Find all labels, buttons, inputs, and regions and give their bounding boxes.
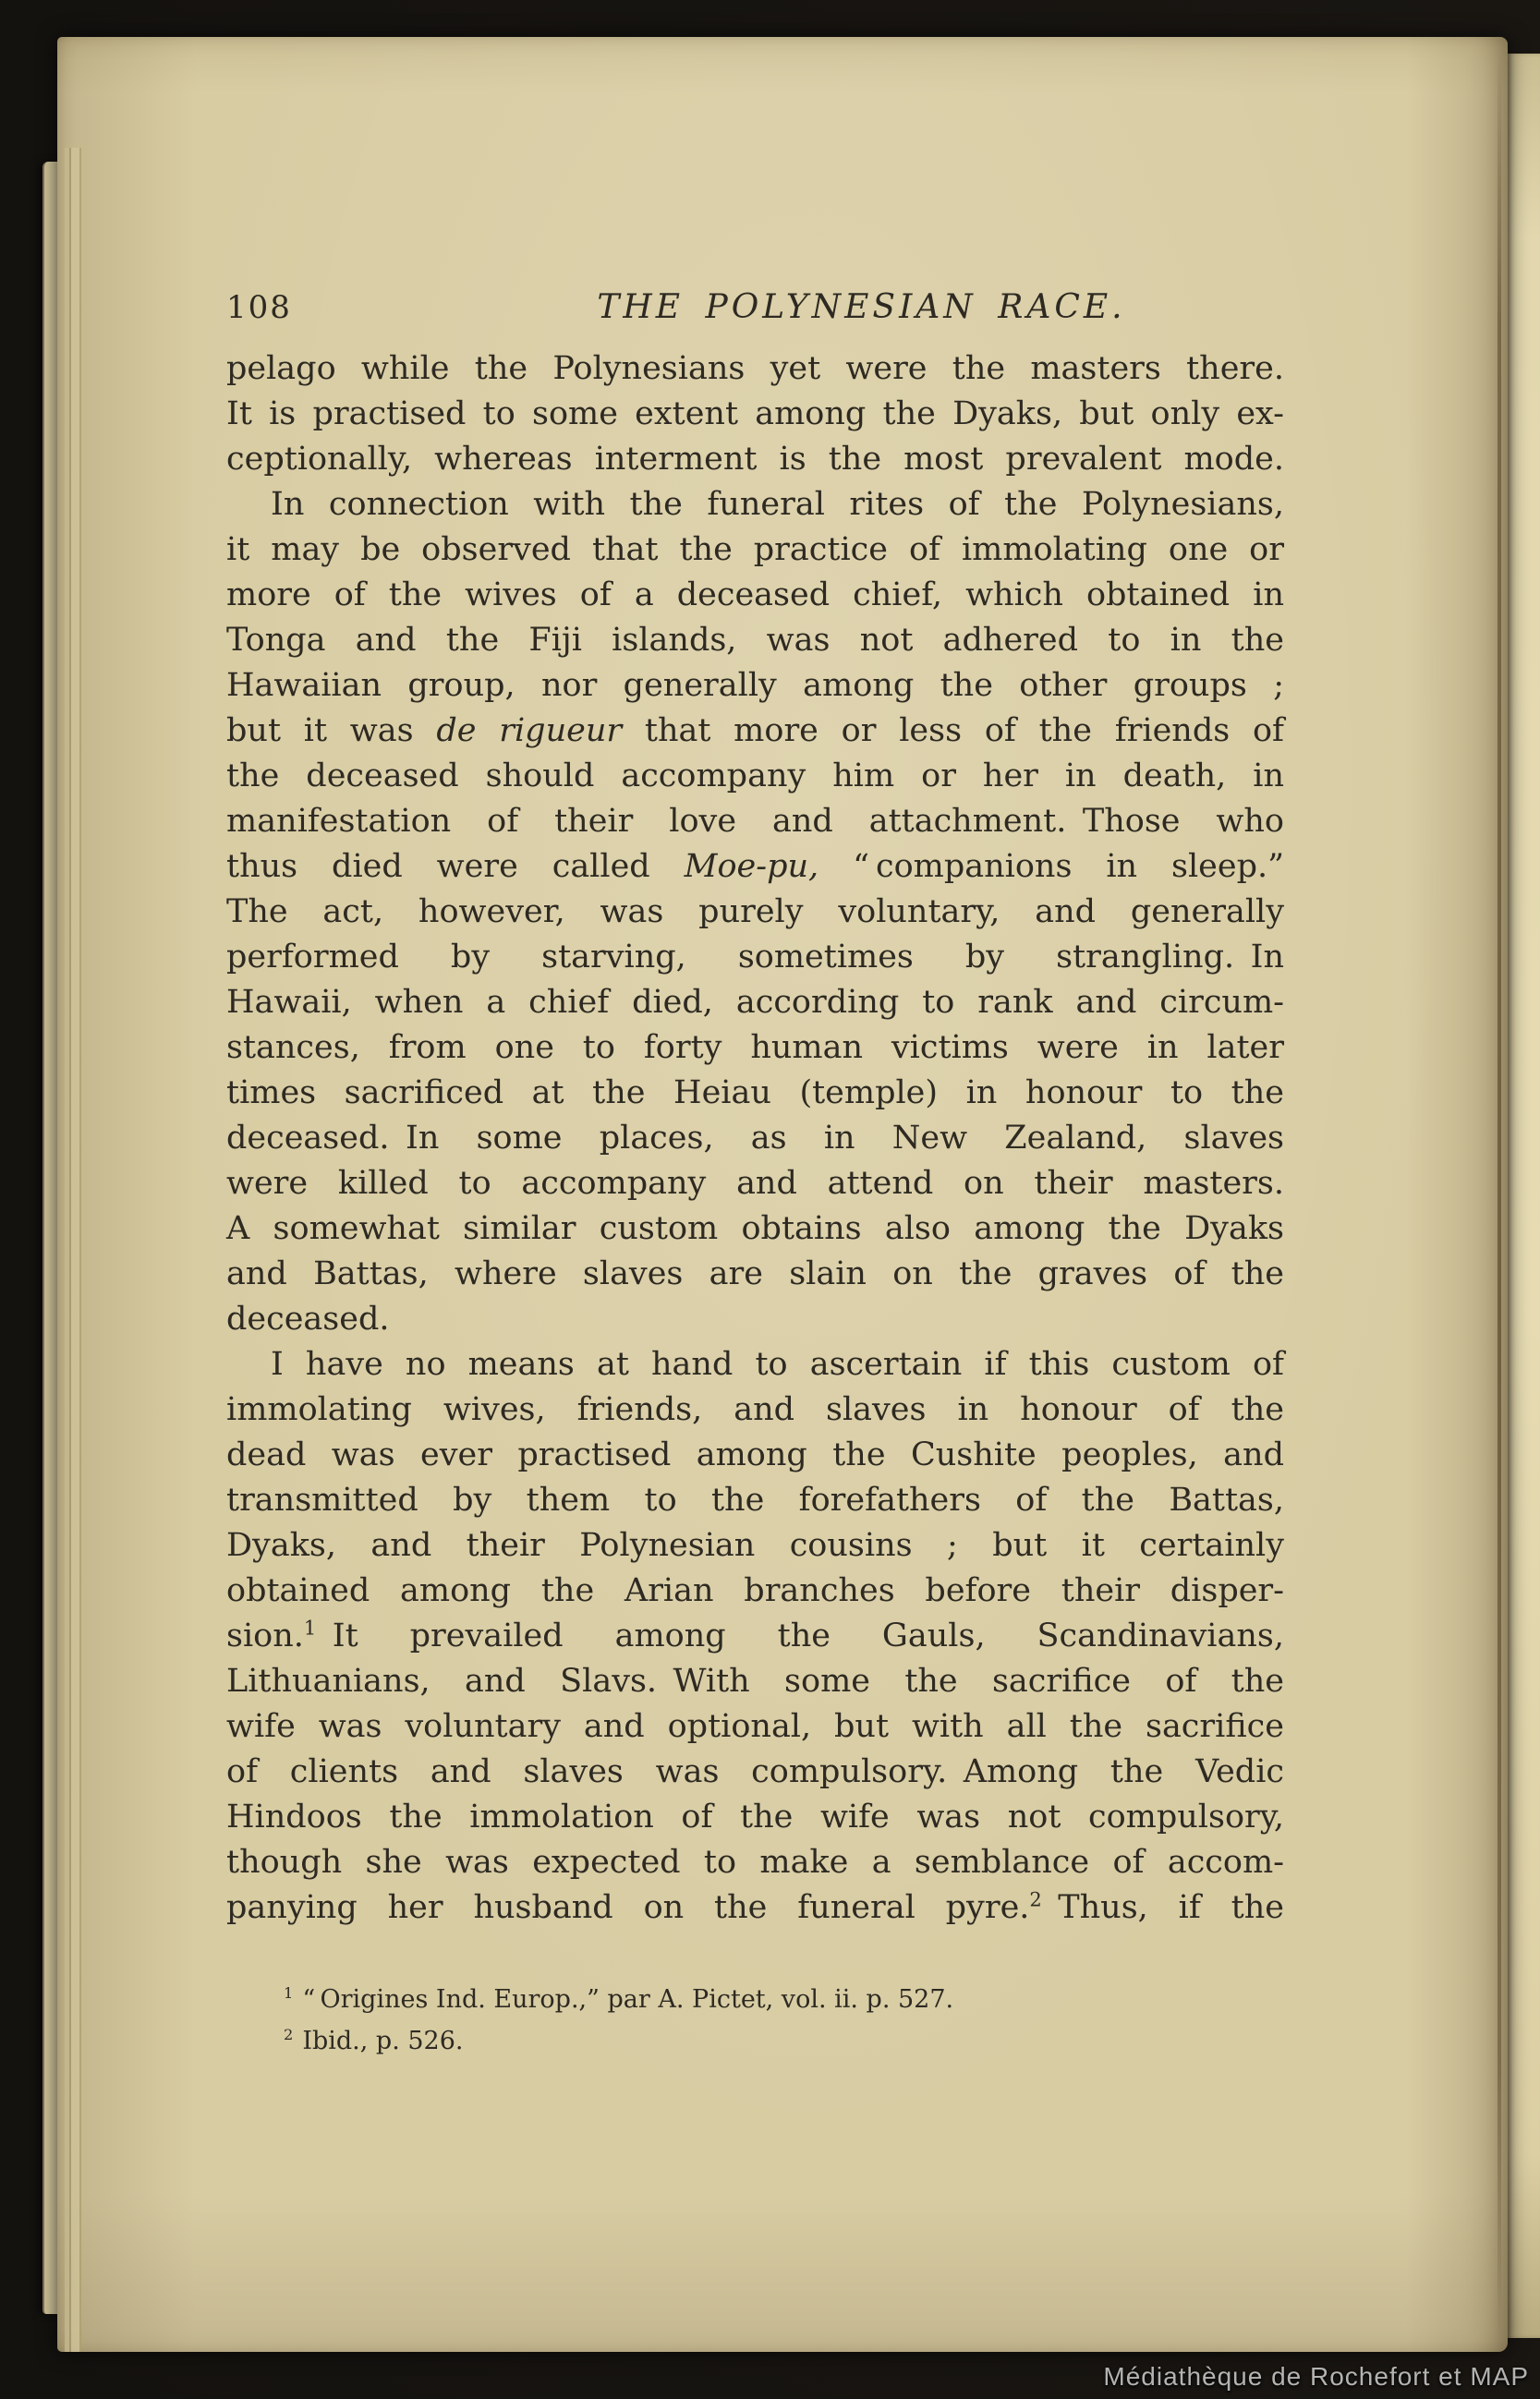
- text-line: [226, 437, 1284, 482]
- footnote: [284, 2020, 1284, 2062]
- text-line: [226, 1025, 1284, 1071]
- text-line: [226, 1659, 1284, 1704]
- text-segment: times sacrificed at the Heiau (temple) in honour to the: [226, 1074, 1284, 1111]
- text-line: [226, 392, 1284, 437]
- text-line: [226, 1840, 1284, 1885]
- text-segment: transmitted by them to the forefathers of the Battas,: [226, 1482, 1284, 1519]
- paragraph: [226, 482, 1284, 1342]
- running-title: THE POLYNESIAN RACE.: [597, 288, 1126, 326]
- text-segment: performed by starving, sometimes by strangling. In: [226, 939, 1284, 975]
- text-line: [226, 1297, 1284, 1342]
- footnote: [284, 1979, 1284, 2020]
- text-line: [226, 527, 1284, 573]
- text-line: [226, 844, 1284, 890]
- footnote-ref: 2: [1029, 1888, 1042, 1911]
- text-segment: pelago while the Polynesians yet were the masters there.: [226, 350, 1284, 387]
- text-line: [226, 1478, 1284, 1523]
- text-segment: Lithuanians, and Slavs. With some the sacrifice of the: [226, 1663, 1284, 1700]
- text-line: [226, 1116, 1284, 1161]
- text-segment: “ companions in sleep.”: [819, 848, 1284, 885]
- body-text: [226, 346, 1284, 1931]
- text-line: [226, 1387, 1284, 1433]
- text-segment: Moe-pu,: [684, 848, 819, 885]
- footnote-text: “ Origines Ind. Europ.,” par A. Pictet, vol. ii. p. 527.: [302, 1985, 954, 2014]
- footnotes: [226, 1979, 1284, 2062]
- text-line: [226, 980, 1284, 1025]
- library-watermark: Médiathèque de Rochefort et MAP: [1103, 2362, 1529, 2391]
- text-line: [226, 1614, 1284, 1659]
- text-line: [226, 1252, 1284, 1297]
- text-segment: of clients and slaves was compulsory. Among the Vedic: [226, 1753, 1284, 1790]
- text-line: [226, 663, 1284, 709]
- text-segment: The act, however, was purely voluntary, and generally: [226, 893, 1284, 930]
- text-line: [226, 346, 1284, 392]
- footnote-marker: 1: [284, 1984, 294, 2002]
- page-number: 108: [226, 289, 292, 326]
- text-line: [226, 1071, 1284, 1116]
- text-segment: stances, from one to forty human victims were in later: [226, 1029, 1284, 1066]
- text-segment: thus died were called: [226, 848, 685, 885]
- footnote-marker: 2: [284, 2026, 294, 2043]
- footnote-text: Ibid., p. 526.: [302, 2027, 464, 2055]
- text-line: [226, 1795, 1284, 1840]
- text-segment: It is practised to some extent among the Dyaks, but only ex-: [226, 395, 1284, 432]
- text-line: [226, 1342, 1284, 1387]
- text-segment: I have no means at hand to ascertain if this custom of: [271, 1346, 1284, 1383]
- text-line: [226, 1523, 1284, 1569]
- text-segment: Hindoos the immolation of the wife was not compulsory,: [226, 1799, 1284, 1836]
- text-segment: immolating wives, friends, and slaves in honour of the: [226, 1391, 1284, 1428]
- text-line: [226, 482, 1284, 527]
- text-line: [226, 709, 1284, 754]
- text-segment: though she was expected to make a semblance of accom-: [226, 1844, 1284, 1881]
- paragraph: [226, 1342, 1284, 1931]
- text-line: [226, 1569, 1284, 1614]
- text-segment: it may be observed that the practice of immolating one or: [226, 531, 1284, 568]
- text-line: [226, 1750, 1284, 1795]
- text-segment: deceased.: [226, 1301, 390, 1338]
- text-segment: manifestation of their love and attachment. Those who: [226, 803, 1284, 840]
- text-line: [226, 935, 1284, 980]
- text-line: [226, 799, 1284, 844]
- text-segment: Tonga and the Fiji islands, was not adhered to in the: [226, 622, 1284, 659]
- text-segment: wife was voluntary and optional, but with all the sacrifice: [226, 1708, 1284, 1745]
- text-segment: Thus, if the: [1041, 1889, 1284, 1926]
- footnote-ref: 1: [303, 1617, 317, 1640]
- paragraph: [226, 346, 1284, 482]
- text-segment: Hawaii, when a chief died, according to rank and circum-: [226, 984, 1284, 1021]
- text-line: [226, 754, 1284, 799]
- next-page-fore-edge: [1508, 54, 1540, 2338]
- text-segment: obtained among the Arian branches before their disper-: [226, 1572, 1284, 1609]
- text-segment: deceased. In some places, as in New Zealand, slaves: [226, 1120, 1284, 1157]
- text-segment: and Battas, where slaves are slain on the graves of the: [226, 1255, 1284, 1292]
- text-segment: It prevailed among the Gauls, Scandinavians,: [316, 1618, 1284, 1654]
- text-segment: the deceased should accompany him or her in death, in: [226, 757, 1284, 794]
- text-segment: A somewhat similar custom obtains also among the Dyaks: [226, 1210, 1284, 1247]
- text-segment: were killed to accompany and attend on their masters.: [226, 1165, 1284, 1202]
- text-line: [226, 890, 1284, 935]
- text-segment: dead was ever practised among the Cushite peoples, and: [226, 1436, 1284, 1473]
- text-line: [226, 1704, 1284, 1750]
- page-header: [226, 288, 1284, 326]
- text-segment: more of the wives of a deceased chief, which obtained in: [226, 576, 1284, 613]
- text-line: [226, 1433, 1284, 1478]
- text-segment: de rigueur: [436, 712, 623, 749]
- text-segment: ceptionally, whereas interment is the most prevalent mode.: [226, 441, 1284, 478]
- text-line: [226, 1206, 1284, 1252]
- text-segment: Hawaiian group, nor generally among the other groups ;: [226, 667, 1284, 704]
- text-segment: panying her husband on the funeral pyre.: [226, 1889, 1030, 1926]
- text-line: [226, 573, 1284, 618]
- text-segment: Dyaks, and their Polynesian cousins ; but it certainly: [226, 1527, 1284, 1564]
- page-content: [57, 37, 1508, 2062]
- text-line: [226, 1885, 1284, 1931]
- text-line: [226, 618, 1284, 663]
- text-segment: In connection with the funeral rites of the Polynesians,: [271, 486, 1284, 523]
- text-segment: sion.: [226, 1618, 304, 1654]
- text-segment: that more or less of the friends of: [622, 712, 1284, 749]
- book-page: [57, 37, 1508, 2352]
- text-line: [226, 1161, 1284, 1206]
- text-segment: but it was: [226, 712, 437, 749]
